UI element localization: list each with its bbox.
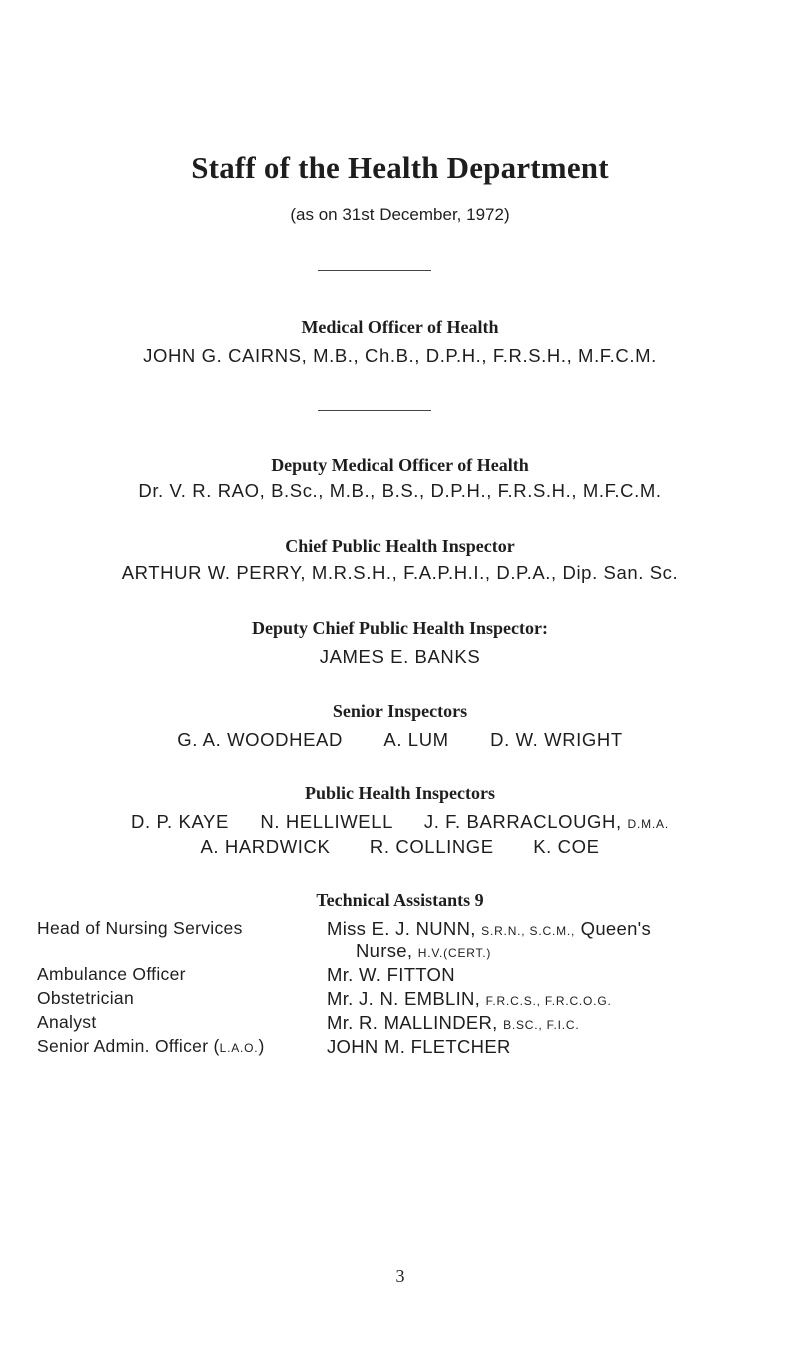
officer-role: Obstetrician [37,988,134,1008]
senior-inspectors-heading: Senior Inspectors [332,701,468,721]
dmoh-name: Dr. V. R. RAO, B.Sc., M.B., B.S., D.P.H., F.R.S.H., M.F.C.M. [138,480,662,501]
senior-inspector-name: A. LUM [383,729,449,750]
officer-row [0,988,800,1014]
inspector-name: D. P. KAYE [131,811,229,832]
senior-inspectors-names [0,729,800,751]
officer-qualification: S.R.N., S.C.M., [481,924,576,938]
inspector-qualification: D.M.A. [627,817,669,831]
officer-role-close: ) [258,1036,265,1056]
officer-name: Miss E. J. NUNN, [327,918,476,939]
officer-row [0,1012,800,1038]
officer-qualification: F.R.C.S., F.R.C.O.G. [485,994,612,1008]
inspector-name: A. HARDWICK [200,836,331,857]
officer-role: Analyst [37,1012,97,1032]
cphi-heading: Chief Public Health Inspector [285,536,515,556]
officer-row-continuation [0,940,800,966]
officer-name-tail: Queen's [580,918,652,939]
inspector-name: R. COLLINGE [369,836,494,857]
officer-name-line [327,988,612,1010]
technical-assistants-heading: Technical Assistants 9 [316,890,484,910]
dmoh-heading: Deputy Medical Officer of Health [271,455,529,475]
officer-row [0,964,800,990]
cphi-name: ARTHUR W. PERRY, M.R.S.H., F.A.P.H.I., D.P.A., Dip. San. Sc. [121,562,679,583]
divider-rule [318,410,431,411]
officer-role: Ambulance Officer [37,964,186,984]
officer-name: Mr. W. FITTON [327,964,455,985]
page-number: 3 [395,1266,405,1286]
moh-name: JOHN G. CAIRNS, M.B., Ch.B., D.P.H., F.R.S.H., M.F.C.M. [143,345,657,366]
public-health-inspectors-row [0,836,800,858]
officer-name-line [327,1012,579,1034]
senior-inspector-name: G. A. WOODHEAD [177,729,343,750]
officer-name: JOHN M. FLETCHER [327,1036,511,1057]
moh-heading: Medical Officer of Health [301,317,499,337]
officer-name-continuation: Nurse, [356,940,413,961]
officer-role: Head of Nursing Services [37,918,243,938]
officer-qualification: H.V.(CERT.) [417,946,492,960]
officer-qualification: B.SC., F.I.C. [503,1018,580,1032]
dcphi-heading: Deputy Chief Public Health Inspector: [252,618,548,638]
public-health-inspectors-row [0,811,800,833]
officer-name: Mr. R. MALLINDER, [327,1012,498,1033]
dcphi-name: JAMES E. BANKS [319,646,481,667]
inspector-name: J. F. BARRACLOUGH, [423,811,622,832]
officer-role-line [37,1036,265,1057]
divider-rule [318,270,431,271]
officer-name-line [356,940,491,962]
page-subtitle: (as on 31st December, 1972) [290,205,510,224]
senior-inspector-name: D. W. WRIGHT [490,729,623,750]
officer-row [0,1036,800,1062]
officer-role-abbrev: L.A.O. [219,1041,259,1055]
public-health-inspectors-heading: Public Health Inspectors [304,783,495,803]
inspector-name: K. COE [533,836,600,857]
officer-name: Mr. J. N. EMBLIN, [327,988,481,1009]
inspector-name: N. HELLIWELL [260,811,393,832]
officer-role: Senior Admin. Officer ( [37,1036,220,1056]
officer-name-line [327,918,651,940]
page-title: Staff of the Health Department [191,150,609,185]
